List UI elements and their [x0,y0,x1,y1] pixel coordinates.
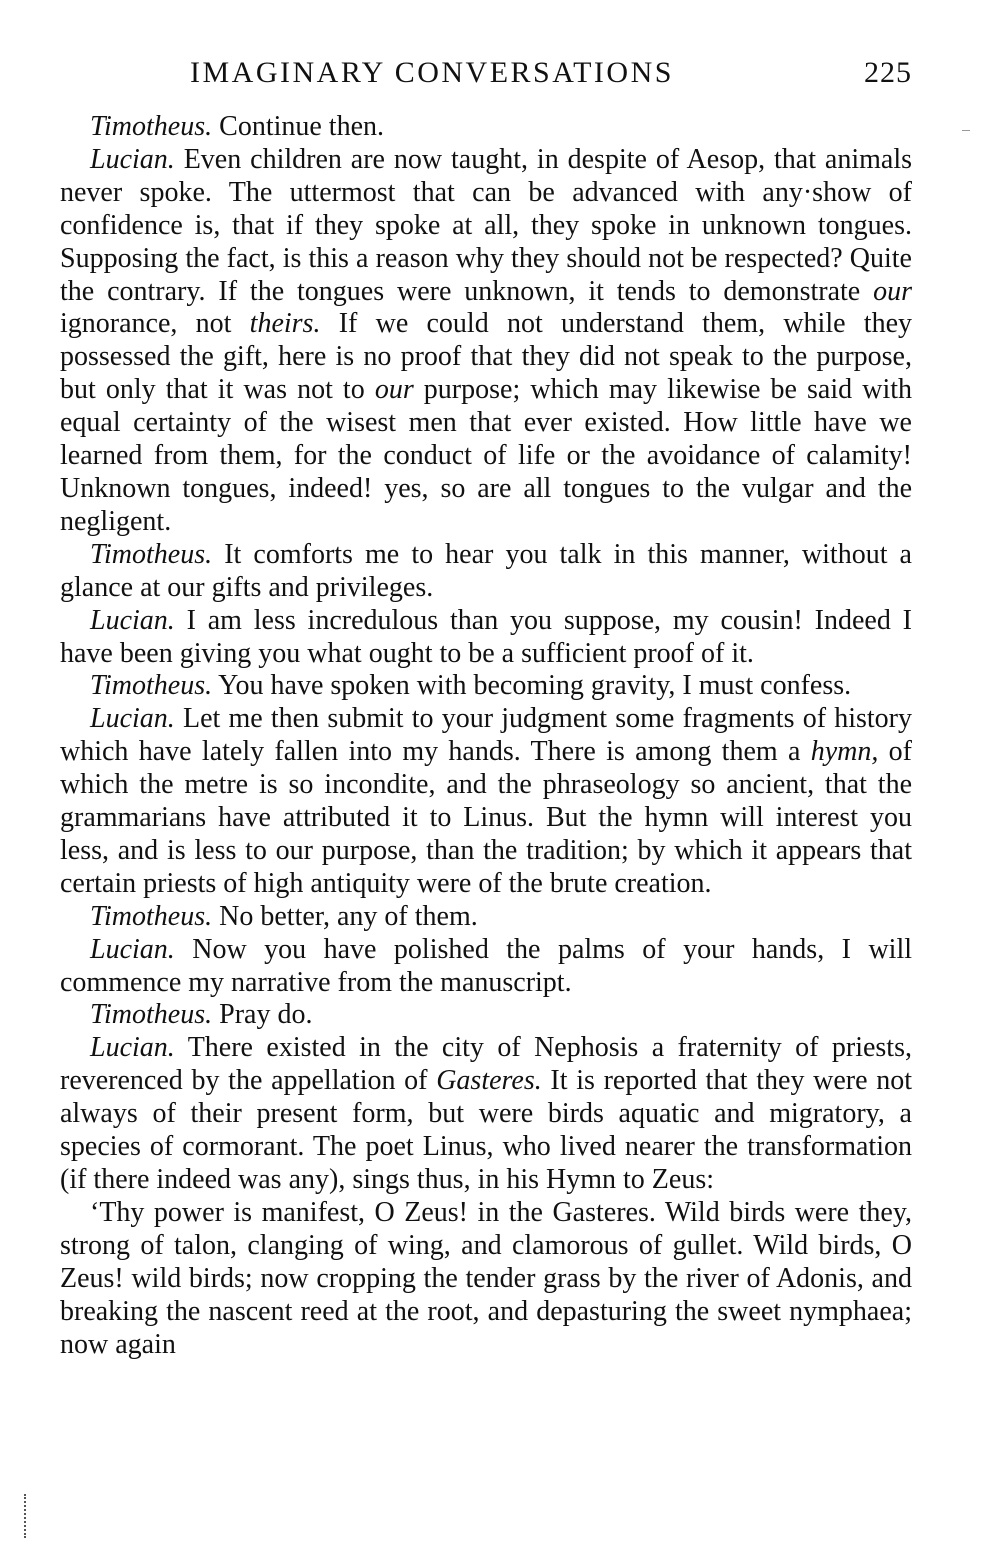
speaker-name: Lucian. [90,703,175,735]
page-number: 225 [864,56,912,89]
speaker-name: Timotheus. [90,900,213,932]
paragraph-text: No better, any of them. [212,900,478,932]
margin-mark [962,130,970,131]
paragraph-text: ignorance, not [60,308,250,340]
speaker-name: Timotheus. [90,111,213,142]
paragraph-text: Pray do. [212,999,313,1031]
paragraph [60,144,912,539]
paragraph-text: Even children are now taught, in despite of Aesop, that animals never spoke. The uttermost that can be advanced with any·show of confidence is, that if they spoke at all, they spoke in unknown tongues. Supposing the fact, is this a reason why they should not be respected? Quite the contrary. If the tongues were unknown, it tends to demonstrate [60,143,912,307]
speaker-name: Lucian. [90,1032,175,1064]
paragraph-text: I am less incredulous than you suppose, my cousin! Indeed I have been giving you what ought to be a sufficient proof of it. [60,604,912,669]
paragraph-text: It is reported that they were not always of their present form, but were birds aquatic and migratory, a species of cormorant. The poet Linus, who lived nearer the transformation (if there indeed was any), sings thus, in his Hymn to Zeus: [60,1065,913,1195]
paragraph-text: Now you have polished the palms of your hands, I will commence my narrative from the manuscript. [60,933,912,998]
paragraph [60,539,912,605]
paragraph-text: purpose; which may likewise be said with equal certainty of the wisest men that ever existed. How little have we learned from them, for the conduct of life or the avoidance of calamity! Unknown tongues, indeed! yes, so are all tongues to the vulgar and the negligent. [60,374,912,537]
paragraph [60,670,912,703]
paragraph [60,901,912,934]
speaker-name: Lucian. [90,604,175,636]
paragraph [60,703,912,900]
paragraph-text: You have spoken with becoming gravity, I must confess. [212,670,852,702]
emphasis-text: Gasteres. [436,1065,542,1097]
speaker-name: Lucian. [90,933,175,965]
emphasis-text: our [374,374,414,406]
running-head [60,56,912,96]
paragraph [60,605,912,671]
speaker-name: Timotheus. [90,670,213,702]
paragraph [60,934,912,1000]
speaker-name: Lucian. [90,143,175,175]
paragraph-text: There existed in the city of Nephosis a fraternity of priests, reverenced by the appellation of [60,1032,912,1097]
speaker-name: Timotheus. [90,538,213,570]
paragraph [60,1032,912,1197]
emphasis-text: hymn, [810,736,879,768]
paragraph-text: Continue then. [212,111,385,142]
paragraph [60,111,912,144]
body-text [60,111,912,1361]
emphasis-text: theirs. [249,308,321,340]
paragraph [60,1197,912,1362]
running-title: IMAGINARY CONVERSATIONS [190,56,674,89]
emphasis-text: our [873,275,912,307]
paragraph-text: If we could not understand them, while they possessed the gift, here is no proof that they did not speak to the purpose, but only that it was not to [60,308,912,406]
paragraph [60,999,912,1032]
paragraph-text: ‘Thy power is manifest, O Zeus! in the Gasteres. Wild birds were they, strong of talon, clanging of wing, and clamorous of gullet. Wild birds, O Zeus! wild birds; now cropping the tender grass by the river of Adonis, and breaking the nascent reed at the root, and depasturing the sweet nymphaea; now again [60,1196,912,1360]
paragraph-text: Let me then submit to your judgment some fragments of history which have lately fallen into my hands. There is among them a [60,703,912,768]
margin-dots [24,1494,28,1538]
paragraph-text: It comforts me to hear you talk in this manner, without a glance at our gifts and privileges. [60,538,912,603]
paragraph-text: of which the metre is so incondite, and the phraseology so ancient, that the grammarians have attributed it to Linus. But the hymn will interest you less, and is less to our purpose, than the tradition; by which it appears that certain priests of high antiquity were of the brute creation. [60,736,912,899]
speaker-name: Timotheus. [90,999,213,1031]
